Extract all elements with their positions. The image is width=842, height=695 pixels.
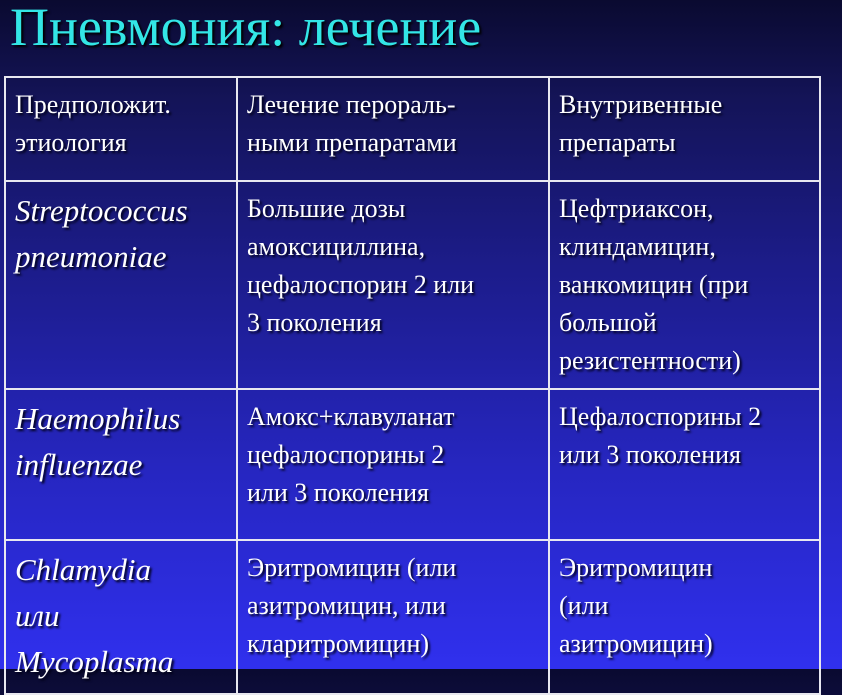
pathogen-cell: Haemophilus influenzae [5,389,237,540]
iv-cell: Цефалоспорины 2 или 3 поколения [549,389,820,540]
oral-cell: Большие дозы амоксициллина, цефалоспорин 2 или 3 поколения [237,181,549,389]
oral-cell: Эритромицин (или азитромицин, или кларитромицин) [237,540,549,694]
iv-cell: Цефтриаксон, клиндамицин, ванкомицин (при большой резистентности) [549,181,820,389]
slide-title: Пневмония: лечение [10,0,482,57]
table-header-row [5,77,820,181]
iv-cell: Эритромицин (или азитромицин) [549,540,820,694]
pathogen-cell: Streptococcus pneumoniae [5,181,237,389]
treatment-table [4,76,821,695]
table-row [5,540,820,694]
header-iv: Внутривенные препараты [549,77,820,181]
oral-cell: Амокс+клавуланат цефалоспорины 2 или 3 поколения [237,389,549,540]
table-row [5,181,820,389]
pathogen-cell: Chlamydia или Mycoplasma [5,540,237,694]
table-row [5,389,820,540]
header-etiology: Предположит. этиология [5,77,237,181]
header-oral: Лечение перораль- ными препаратами [237,77,549,181]
